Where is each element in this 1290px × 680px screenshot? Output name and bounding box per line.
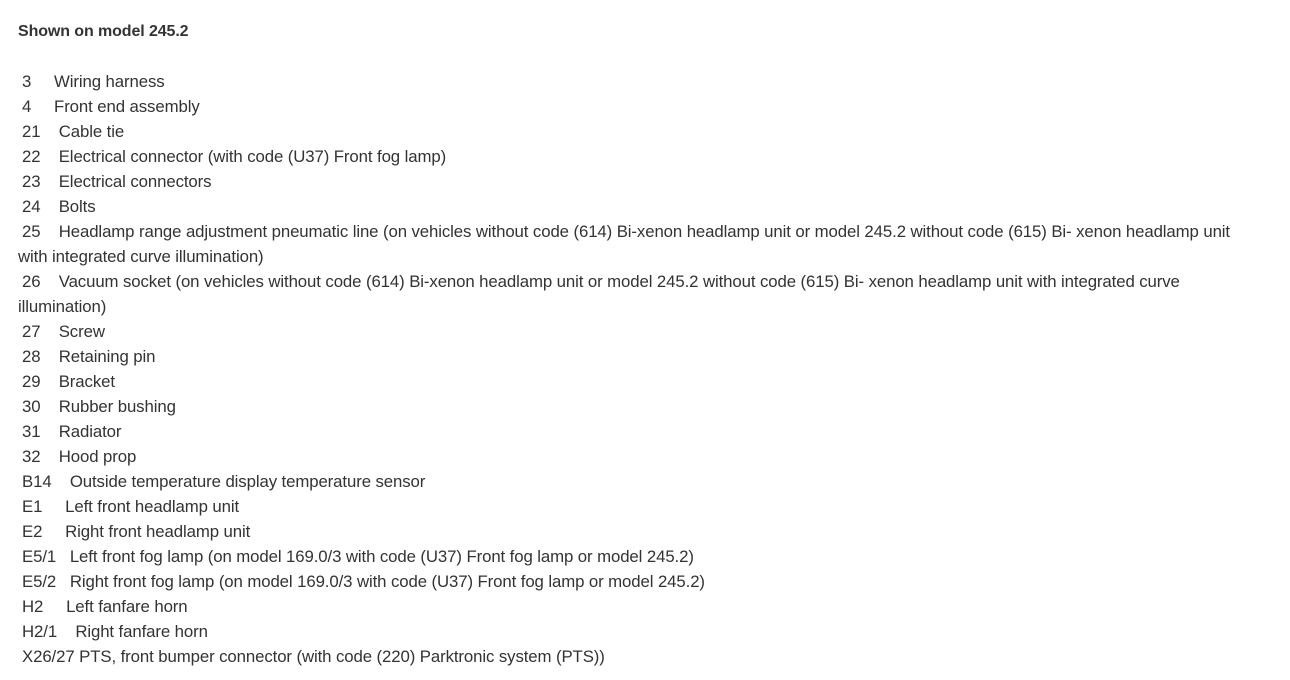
legend-item-separator (40, 419, 58, 444)
legend-item-separator (56, 544, 70, 569)
legend-item-code: 32 (22, 447, 41, 466)
legend-item-description: Front end assembly (54, 97, 200, 116)
legend-item-description: Left fanfare horn (66, 597, 188, 616)
legend-item-separator (40, 369, 58, 394)
legend-item-separator (40, 269, 58, 294)
legend-item-code: 30 (22, 397, 41, 416)
legend-item (18, 569, 1248, 594)
legend-item-code: H2/1 (22, 622, 58, 641)
legend-item-code: X26/27 (22, 647, 75, 666)
legend-item-code: 25 (22, 222, 41, 241)
legend-item-code: E5/2 (22, 572, 57, 591)
legend-item-separator (40, 194, 58, 219)
legend-item (18, 494, 1248, 519)
legend-item (18, 69, 1248, 94)
legend-item-description: Wiring harness (54, 72, 165, 91)
legend-item-description: Right fanfare horn (75, 622, 208, 641)
legend-item-separator (43, 594, 66, 619)
legend-item-code: H2 (22, 597, 44, 616)
page-heading: Shown on model 245.2 (18, 23, 189, 40)
legend-item-description: Rubber bushing (58, 397, 176, 416)
legend-item-code: E2 (22, 522, 43, 541)
legend-item-description: Headlamp range adjustment pneumatic line (on vehicles without code (614) Bi-xenon headlamp unit or model 245.2 without code (615) Bi- xenon headlamp unit with integrated curve illumination) (18, 222, 1230, 266)
legend-list (18, 69, 1248, 669)
legend-item (18, 444, 1248, 469)
legend-item-code: 31 (22, 422, 41, 441)
legend-item-separator (57, 619, 75, 644)
legend-item-separator (40, 319, 58, 344)
legend-item-description: Electrical connectors (58, 172, 212, 191)
legend-item (18, 219, 1248, 269)
legend-item (18, 94, 1248, 119)
legend-item (18, 169, 1248, 194)
legend-item-code: 24 (22, 197, 41, 216)
legend-item-description: Radiator (58, 422, 122, 441)
legend-item-separator (42, 519, 65, 544)
legend-item (18, 319, 1248, 344)
legend-item-code: 21 (22, 122, 41, 141)
legend-item-separator (40, 144, 58, 169)
legend-item-description: PTS, front bumper connector (with code (220) Parktronic system (PTS)) (79, 647, 605, 666)
legend-item-code: 27 (22, 322, 41, 341)
legend-item-description: Electrical connector (with code (U37) Front fog lamp) (58, 147, 447, 166)
spacer (18, 44, 1248, 69)
legend-item-code: 3 (22, 72, 32, 91)
legend-item-separator (40, 119, 58, 144)
legend-item (18, 269, 1248, 319)
legend-item-description: Bracket (58, 372, 115, 391)
legend-item-separator (40, 169, 58, 194)
legend-item-description: Screw (58, 322, 105, 341)
legend-item (18, 394, 1248, 419)
legend-item-separator (40, 394, 58, 419)
legend-item-separator (40, 444, 58, 469)
legend-item-description: Right front fog lamp (on model 169.0/3 with code (U37) Front fog lamp or model 245.2) (69, 572, 705, 591)
legend-item-description: Cable tie (58, 122, 125, 141)
legend-item-description: Retaining pin (58, 347, 156, 366)
legend-item-separator (40, 344, 58, 369)
legend-item (18, 344, 1248, 369)
legend-item-code: B14 (22, 472, 52, 491)
legend-item-description: Right front headlamp unit (65, 522, 251, 541)
legend-item-separator (56, 569, 70, 594)
legend-item-description: Hood prop (58, 447, 137, 466)
legend-item (18, 619, 1248, 644)
legend-item (18, 594, 1248, 619)
legend-item-separator (31, 94, 54, 119)
legend-item-separator (42, 494, 65, 519)
legend-item-description: Bolts (58, 197, 96, 216)
legend-item-description: Left front headlamp unit (65, 497, 240, 516)
legend-item (18, 419, 1248, 444)
legend-item (18, 194, 1248, 219)
legend-item-code: 22 (22, 147, 41, 166)
legend-item (18, 369, 1248, 394)
legend-item-code: E1 (22, 497, 43, 516)
legend-item (18, 144, 1248, 169)
legend-item-separator (40, 219, 58, 244)
legend-item-separator (52, 469, 70, 494)
legend-item (18, 644, 1248, 669)
legend-item-code: E5/1 (22, 547, 57, 566)
legend-item-description: Vacuum socket (on vehicles without code (614) Bi-xenon headlamp unit or model 245.2 without code (615) Bi- xenon headlamp unit with integrated curve illumination) (18, 272, 1180, 316)
legend-item-code: 28 (22, 347, 41, 366)
legend-item (18, 519, 1248, 544)
legend-item-description: Left front fog lamp (on model 169.0/3 with code (U37) Front fog lamp or model 245.2) (69, 547, 694, 566)
legend-item-code: 4 (22, 97, 32, 116)
legend-item (18, 119, 1248, 144)
legend-item-code: 26 (22, 272, 41, 291)
legend-item-code: 23 (22, 172, 41, 191)
legend-item-description: Outside temperature display temperature sensor (69, 472, 426, 491)
legend-item (18, 544, 1248, 569)
legend-item-separator (31, 69, 54, 94)
legend-item-code: 29 (22, 372, 41, 391)
legend-item (18, 469, 1248, 494)
